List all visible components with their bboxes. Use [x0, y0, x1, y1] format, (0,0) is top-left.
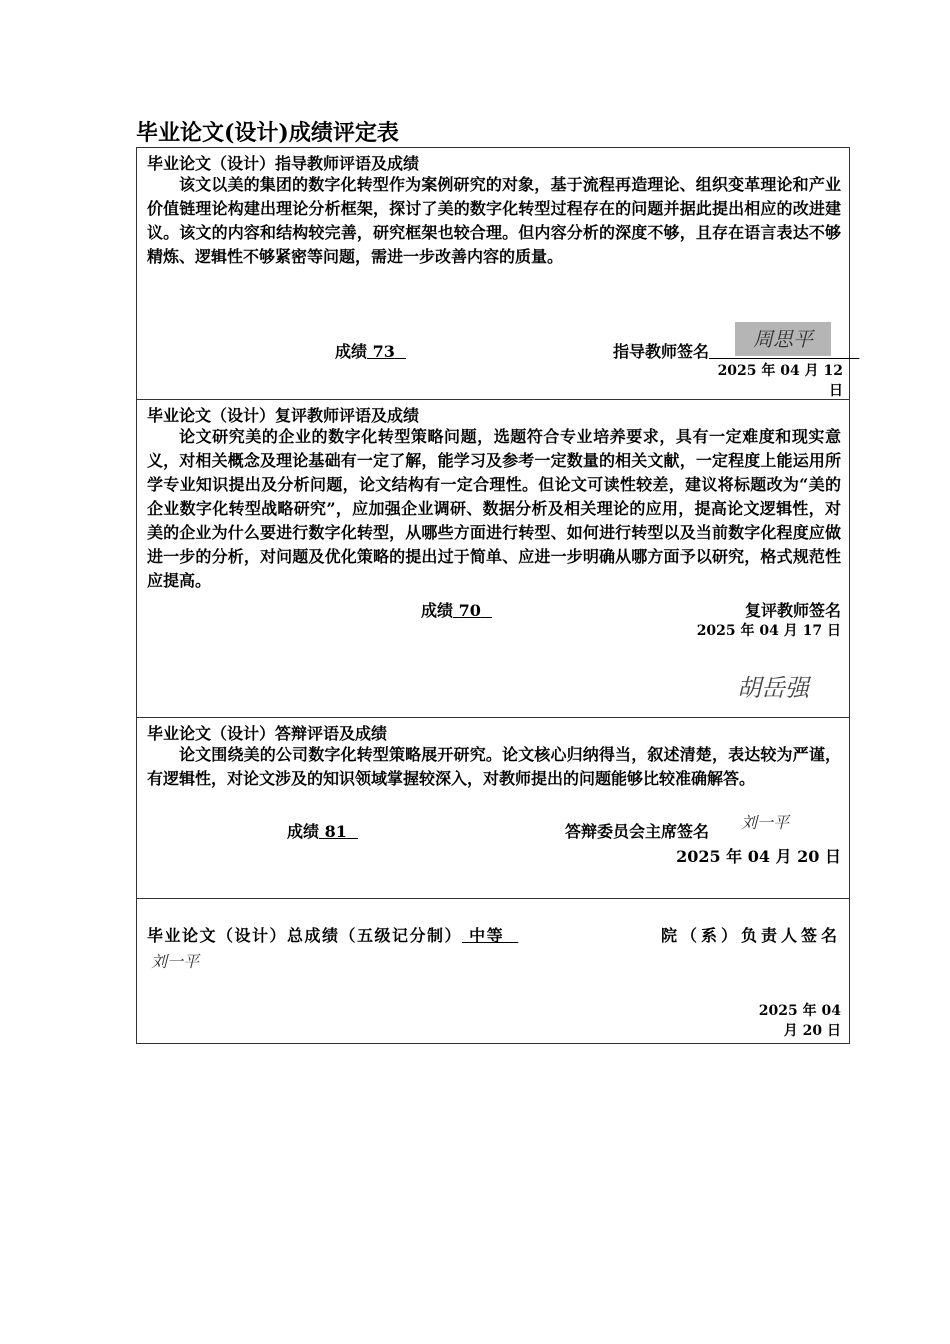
advisor-signature-label: 指导教师签名 — [613, 342, 710, 361]
advisor-date: 2025 年 04 月 12 日 — [717, 363, 843, 399]
defense-signature-label: 答辩委员会主席签名 — [565, 822, 710, 841]
total-signature-label: 院（系）负责人签名 — [660, 926, 841, 945]
reviewer-signature-text: 胡岳强 — [737, 674, 809, 702]
total-signature-text: 刘一平 — [151, 952, 200, 971]
defense-signature-image — [737, 810, 833, 836]
reviewer-date: 2025 年 04 月 17 日 — [696, 623, 841, 639]
total-grade-value: 中等 — [469, 926, 505, 945]
reviewer-grade-label: 成绩 — [421, 601, 454, 620]
advisor-grade — [335, 339, 406, 362]
reviewer-grade-value: 70 — [458, 601, 481, 620]
reviewer-signature-image — [727, 662, 847, 712]
form-title: 毕业论文(设计)成绩评定表 — [136, 120, 399, 146]
defense-date: 2025 年 04 月 20 日 — [676, 847, 841, 866]
reviewer-heading: 毕业论文（设计）复评教师评语及成绩 — [147, 406, 420, 425]
advisor-heading: 毕业论文（设计）指导教师评语及成绩 — [147, 154, 420, 173]
defense-signature-text: 刘一平 — [741, 813, 790, 832]
advisor-signature-text: 周思平 — [753, 327, 813, 351]
total-date: 2025 年 04 月 20 日 — [758, 1003, 841, 1039]
advisor-grade-value: 73 — [372, 342, 395, 361]
advisor-signature-image — [735, 322, 831, 356]
defense-grade — [287, 819, 358, 842]
total-grade-label: 毕业论文（设计）总成绩（五级记分制） — [147, 926, 463, 945]
defense-grade-label: 成绩 — [287, 822, 320, 841]
total-section — [137, 899, 849, 1043]
reviewer-comment: 论文研究美的企业的数字化转型策略问题，选题符合专业培养要求，具有一定难度和现实意义，对相关概念及理论基础有一定了解，能学习及参考一定数量的相关文献，一定程度上能运用所学专业知识提出及分析问题，论文结构有一定合理性。但论文可读性较差，建议将标题改为“美的企业数字化转型战略研究”，应加强企业调研、数据分析及相关理论的应用，提高论文逻辑性，对美的企业为什么要进行数字化转型，从哪些方面进行转型、如何进行转型以及当前数字化程度应做进一步的分析，对问题及优化策略的提出过于简单、应进一步明确从哪方面予以研究，格式规范性应提高。 — [147, 427, 841, 590]
total-grade — [147, 923, 518, 946]
advisor-comment: 该文以美的集团的数字化转型作为案例研究的对象，基于流程再造理论、组织变革理论和产业价值链理论构建出理论分析框架，探讨了美的数字化转型过程存在的问题并据此提出相应的改进建议。该文的内容和结构较完善，研究框架也较合理。但内容分析的深度不够，且存在语言表达不够精炼、逻辑性不够紧密等问题，需进一步改善内容的质量。 — [147, 175, 841, 266]
advisor-grade-label: 成绩 — [335, 342, 368, 361]
reviewer-signature-label: 复评教师签名 — [744, 601, 841, 620]
defense-heading: 毕业论文（设计）答辩评语及成绩 — [147, 724, 388, 743]
defense-grade-value: 81 — [324, 822, 347, 841]
grade-form-table — [136, 147, 850, 1044]
reviewer-grade — [421, 598, 492, 621]
reviewer-section — [137, 400, 849, 718]
total-signature-image — [147, 949, 243, 975]
defense-section — [137, 718, 849, 899]
defense-comment: 论文围绕美的公司数字化转型策略展开研究。论文核心归纳得当，叙述清楚，表达较为严谨，有逻辑性，对论文涉及的知识领域掌握较深入，对教师提出的问题能够比较准确解答。 — [147, 745, 841, 788]
advisor-section — [137, 148, 849, 400]
